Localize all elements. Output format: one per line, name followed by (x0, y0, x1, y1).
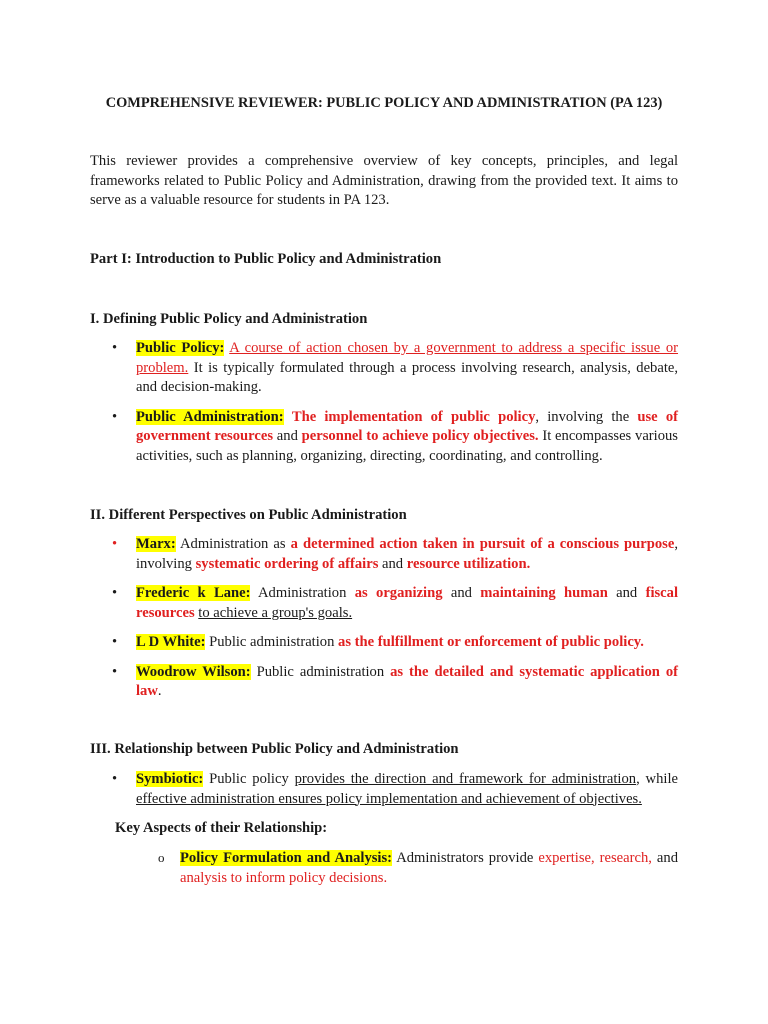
body-text: and (607, 585, 646, 601)
term-highlight: Woodrow Wilson: (136, 663, 251, 680)
emphasis-text: fiscal resources (136, 585, 679, 621)
list-item (90, 339, 678, 398)
bullet-icon: • (112, 585, 118, 601)
body-text: , involving (136, 536, 678, 572)
body-text: Administrators provide (392, 850, 539, 866)
emphasis-text: as the detailed and systematic application of law (136, 663, 678, 699)
underlined-text: to achieve a group's goals. (198, 604, 353, 621)
part-1-heading: Part I: Introduction to Public Policy and Administration (90, 251, 442, 267)
body-text: , involving the (535, 408, 638, 425)
emphasis-text: maintaining human (480, 585, 608, 601)
emphasis-text: as organizing (354, 585, 443, 601)
body-text: It is typically formulated through a process involving research, analysis, debate, and decision-making. (136, 359, 678, 395)
list-item (90, 408, 678, 467)
definition-text: A course of action chosen by a government to address a specific issue or problem. (136, 340, 679, 376)
body-text: and (378, 555, 407, 572)
body-text: and (442, 585, 481, 601)
emphasis-text: a determined action taken in pursuit of a conscious purpose (290, 536, 675, 552)
term-highlight: Public Policy: (136, 340, 225, 356)
term-highlight: L D White: (136, 634, 206, 650)
body-text: . (157, 683, 162, 699)
body-text: and (273, 428, 302, 444)
key-aspects-heading: Key Aspects of their Relationship: (115, 820, 328, 836)
list-item (90, 663, 678, 702)
underlined-text: provides the direction and framework for administration (294, 771, 637, 787)
list-item (90, 770, 678, 809)
circle-bullet-icon: o (158, 850, 165, 865)
emphasis-text: systematic ordering of affairs (195, 555, 379, 572)
body-text: Public administration (205, 634, 339, 650)
body-text: Administration (250, 585, 355, 601)
emphasis-text: use of government resources (136, 408, 678, 444)
body-text: Public administration (250, 663, 391, 680)
term-highlight: Public Administration: (136, 408, 284, 425)
list-item (90, 633, 678, 653)
bullet-icon: • (112, 663, 118, 680)
term-highlight: Policy Formulation and Analysis: (180, 850, 393, 866)
intro-paragraph: This reviewer provides a comprehensive overview of key concepts, principles, and legal frameworks related to Public Policy and Administration, drawing from the provided text. It aims to serve as a valuable resource for students in PA 123. (90, 153, 678, 208)
body-text: , while (636, 771, 678, 787)
emphasis-text: expertise, research, (538, 850, 652, 866)
document-title: COMPREHENSIVE REVIEWER: PUBLIC POLICY AND ADMINISTRATION (PA 123) (105, 95, 663, 111)
bullet-icon: • (112, 536, 118, 552)
bullet-icon: • (112, 634, 118, 650)
section-1-list (90, 339, 678, 476)
section-2-heading: II. Different Perspectives on Public Administration (90, 507, 407, 523)
list-item (90, 535, 678, 574)
body-text: Administration as (175, 536, 291, 552)
bullet-icon: • (112, 771, 118, 787)
body-text: Public policy (203, 771, 295, 787)
emphasis-text: personnel to achieve policy objectives. (301, 428, 539, 444)
list-item (90, 849, 678, 888)
underlined-text: effective administration ensures policy implementation and achievement of objectives. (136, 790, 642, 807)
bullet-icon: • (112, 408, 118, 425)
bullet-icon: • (112, 340, 118, 356)
section-3-list (90, 770, 678, 819)
term-highlight: Marx: (136, 536, 176, 552)
body-text: and (651, 850, 678, 866)
body-text: It encompasses various activities, such as planning, organizing, directing, coordinating, and controlling. (136, 428, 678, 464)
definition-text: The implementation of public policy (291, 408, 536, 425)
emphasis-text: resource utilization. (406, 555, 531, 572)
emphasis-text: as the fulfillment or enforcement of public policy. (338, 634, 644, 650)
section-2-list (90, 535, 678, 712)
key-aspects-list (90, 849, 678, 888)
section-3-heading: III. Relationship between Public Policy and Administration (90, 741, 459, 757)
term-highlight: Symbiotic: (136, 771, 204, 787)
list-item (90, 584, 678, 623)
term-highlight: Frederic k Lane: (136, 585, 251, 601)
section-1-heading: I. Defining Public Policy and Administration (90, 311, 368, 327)
emphasis-text: analysis to inform policy decisions. (180, 869, 388, 886)
